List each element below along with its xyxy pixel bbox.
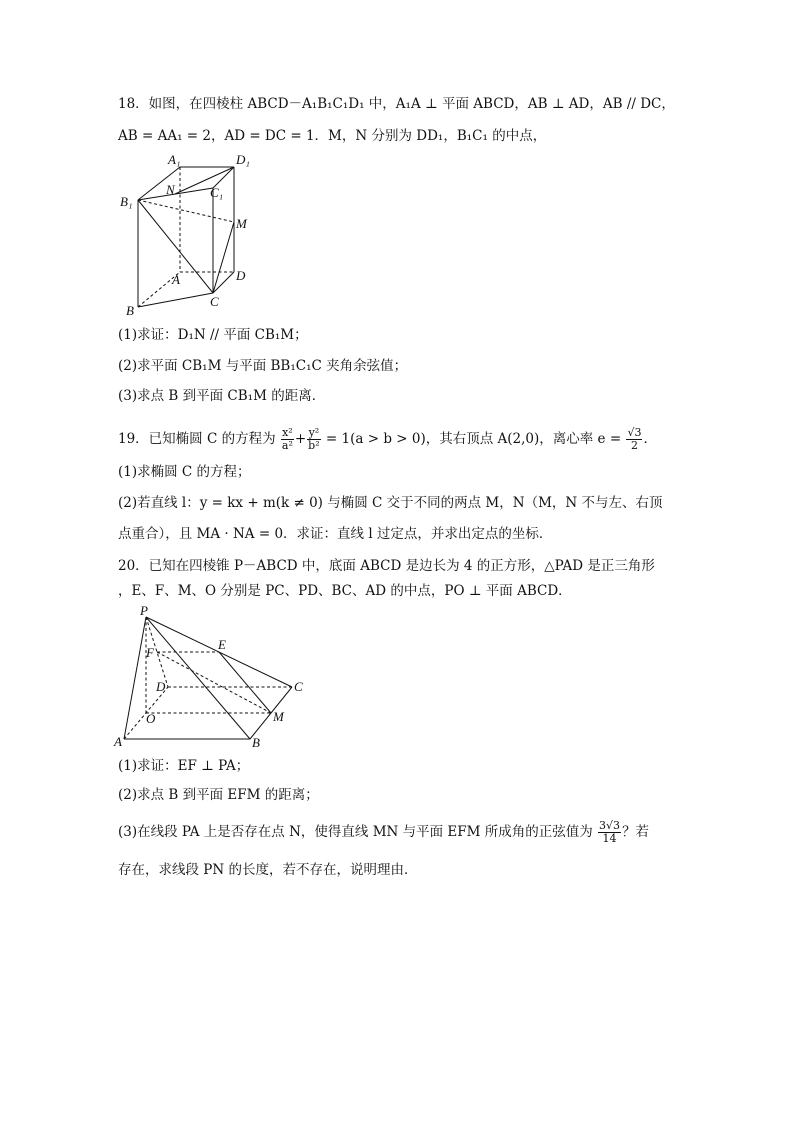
frac-y-num: y² xyxy=(308,426,320,439)
label-N: N xyxy=(166,182,175,197)
q20-line1: 20．已知在四棱锥 P－ABCD 中，底面 ABCD 是边长为 4 的正方形，△PAD 是正三角形 xyxy=(118,558,655,574)
frac-x2-a2 xyxy=(281,427,294,452)
edge-pa xyxy=(124,617,146,739)
q19-line1 xyxy=(118,424,657,454)
pyramid-figure xyxy=(112,605,312,750)
q20-part1: (1)求证：EF ⊥ PA； xyxy=(118,758,250,774)
label-A1: A₁ xyxy=(168,152,181,167)
label-B1: B₁ xyxy=(120,194,133,209)
q20-part2: (2)求点 B 到平面 EFM 的距离； xyxy=(118,787,319,803)
frac-e-den: 2 xyxy=(630,439,638,452)
q19-part2-line1: (2)若直线 l：y = kx + m(k ≠ 0) 与椭圆 C 交于不同的两点 M，N（M，N 不与左、右顶 xyxy=(118,495,663,511)
label-M: M xyxy=(236,216,247,231)
label-B: B xyxy=(252,735,260,750)
frac-eccentricity xyxy=(626,427,642,452)
q20-part3-line2: 存在，求线段 PN 的长度，若不存在，说明理由． xyxy=(118,862,418,878)
label-A: A xyxy=(114,734,122,749)
label-F: F xyxy=(146,645,154,660)
seg-nd1 xyxy=(175,167,234,194)
q18-line1: 18．如图，在四棱柱 ABCD－A₁B₁C₁D₁ 中，A₁A ⊥ 平面 ABCD，AB ⊥ AD，AB // DC， xyxy=(118,96,675,112)
q18-part3: (3)求点 B 到平面 CB₁M 的距离． xyxy=(118,388,326,404)
q18-part1: (1)求证：D₁N // 平面 CB₁M； xyxy=(118,327,308,343)
q19-part1: (1)求椭圆 C 的方程； xyxy=(118,464,251,480)
frac-e-num: √3 xyxy=(627,426,642,439)
q20-part3-line1 xyxy=(118,817,649,847)
q19-line1-end: ． xyxy=(643,431,657,447)
label-D1: D₁ xyxy=(236,152,250,167)
prism-figure xyxy=(118,150,268,320)
q19-condition: = 1(a > b > 0)，其右顶点 A(2,0)，离心率 e = xyxy=(325,431,622,447)
q20-line2: ，E、F、M、O 分别是 PC、PD、BC、AD 的中点，PO ⊥ 平面 ABCD． xyxy=(118,583,572,599)
q20-part3-text: (3)在线段 PA 上是否存在点 N，使得直线 MN 与平面 EFM 所成角的正弦值为 xyxy=(118,824,593,840)
label-A: A xyxy=(172,272,180,287)
frac-sine-num: 3√3 xyxy=(599,819,621,832)
frac-sine-den: 14 xyxy=(602,832,617,845)
seg-b1m xyxy=(138,200,234,222)
label-C: C xyxy=(210,294,219,309)
label-B: B xyxy=(126,303,134,318)
frac-sine-value xyxy=(598,820,621,845)
label-P: P xyxy=(140,605,148,618)
frac-x-num: x² xyxy=(282,426,293,439)
q19-intro: 19．已知椭圆 C 的方程为 xyxy=(118,431,276,447)
label-D: D xyxy=(156,679,166,694)
q20-part3-tail: ？若 xyxy=(622,824,650,840)
q18-line2: AB = AA₁ = 2，AD = DC = 1．M，N 分别为 DD₁，B₁C₁ 的中点， xyxy=(118,128,547,144)
label-M: M xyxy=(273,709,284,724)
edge-pb xyxy=(146,617,250,739)
label-O: O xyxy=(146,711,156,726)
frac-y-den: b² xyxy=(308,439,320,452)
eq-plus: + xyxy=(294,431,307,447)
q19-part2-line2: 点重合），且 MA · NA = 0．求证：直线 l 过定点，并求出定点的坐标． xyxy=(118,526,553,542)
q18-part2: (2)求平面 CB₁M 与平面 BB₁C₁C 夹角余弦值； xyxy=(118,358,408,374)
edge-bc xyxy=(138,293,213,307)
frac-x-den: a² xyxy=(281,439,293,452)
frac-y2-b2 xyxy=(307,427,320,452)
label-C: C xyxy=(294,679,303,694)
label-D: D xyxy=(236,268,246,283)
label-C1: C₁ xyxy=(210,185,224,200)
seg-em xyxy=(219,652,271,713)
seg-fm xyxy=(157,652,271,713)
label-E: E xyxy=(218,637,226,652)
